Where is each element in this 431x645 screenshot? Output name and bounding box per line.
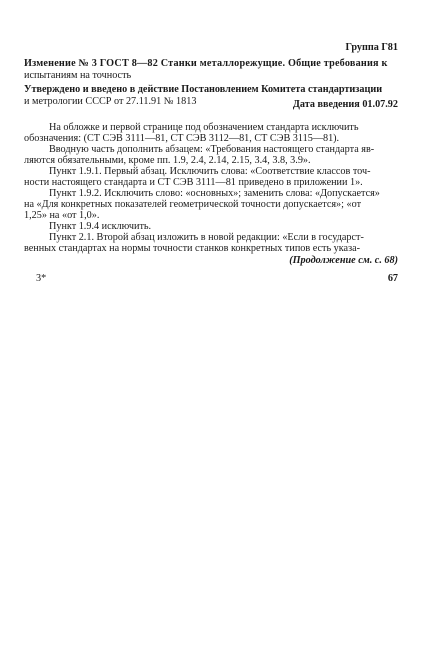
continuation-note: (Продолжение см. с. 68) [289, 255, 398, 266]
body-p3-line-1: Пункт 1.9.1. Первый абзац. Исключить слова: «Соответствие классов точ- [49, 166, 371, 177]
introduction-date: Дата введения 01.07.92 [292, 99, 398, 110]
body-p1-line-1: На обложке и первой странице под обозначением стандарта исключить [49, 122, 359, 133]
sheet-mark: 3* [36, 273, 47, 284]
body-p6-line-2: венных стандартах на нормы точности станков конкретных типов есть указа- [24, 243, 361, 254]
approval-line-1: Утверждено и введено в действие Постановлением Комитета стандартизации [24, 84, 383, 95]
body-p2-line-2: ляются обязательными, кроме пп. 1.9, 2.4, 2.14, 2.15, 3.4, 3.8, 3.9». [24, 155, 311, 166]
body-p4-line-1: Пункт 1.9.2. Исключить слово: «основных»; заменить слова: «Допускается» [49, 188, 380, 199]
change-title-line-1: Изменение № 3 ГОСТ 8—82 Станки металлорежущие. Общие требования к [24, 58, 388, 69]
body-p6-line-1: Пункт 2.1. Второй абзац изложить в новой редакции: «Если в государст- [49, 232, 364, 243]
body-p5: Пункт 1.9.4 исключить. [49, 221, 152, 232]
approval-line-2: и метрологии СССР от 27.11.91 № 1813 [24, 96, 197, 107]
body-p1-line-2: обозначения: (СТ СЭВ 3111—81, СТ СЭВ 3112—81, СТ СЭВ 3115—81). [24, 133, 340, 144]
body-p4-line-2: на «Для конкретных показателей геометрической точности допускается»; «от [24, 199, 362, 210]
body-p3-line-2: ности настоящего стандарта и СТ СЭВ 3111—81 приведено в приложении 1». [24, 177, 363, 188]
body-p2-line-1: Вводную часть дополнить абзацем: «Требования настоящего стандарта яв- [49, 144, 375, 155]
page-number: 67 [387, 273, 398, 284]
change-title-line-2: испытаниям на точность [24, 70, 132, 81]
body-p4-line-3: 1,25» на «от 1,0». [24, 210, 100, 221]
group-label: Группа Г81 [345, 42, 398, 53]
